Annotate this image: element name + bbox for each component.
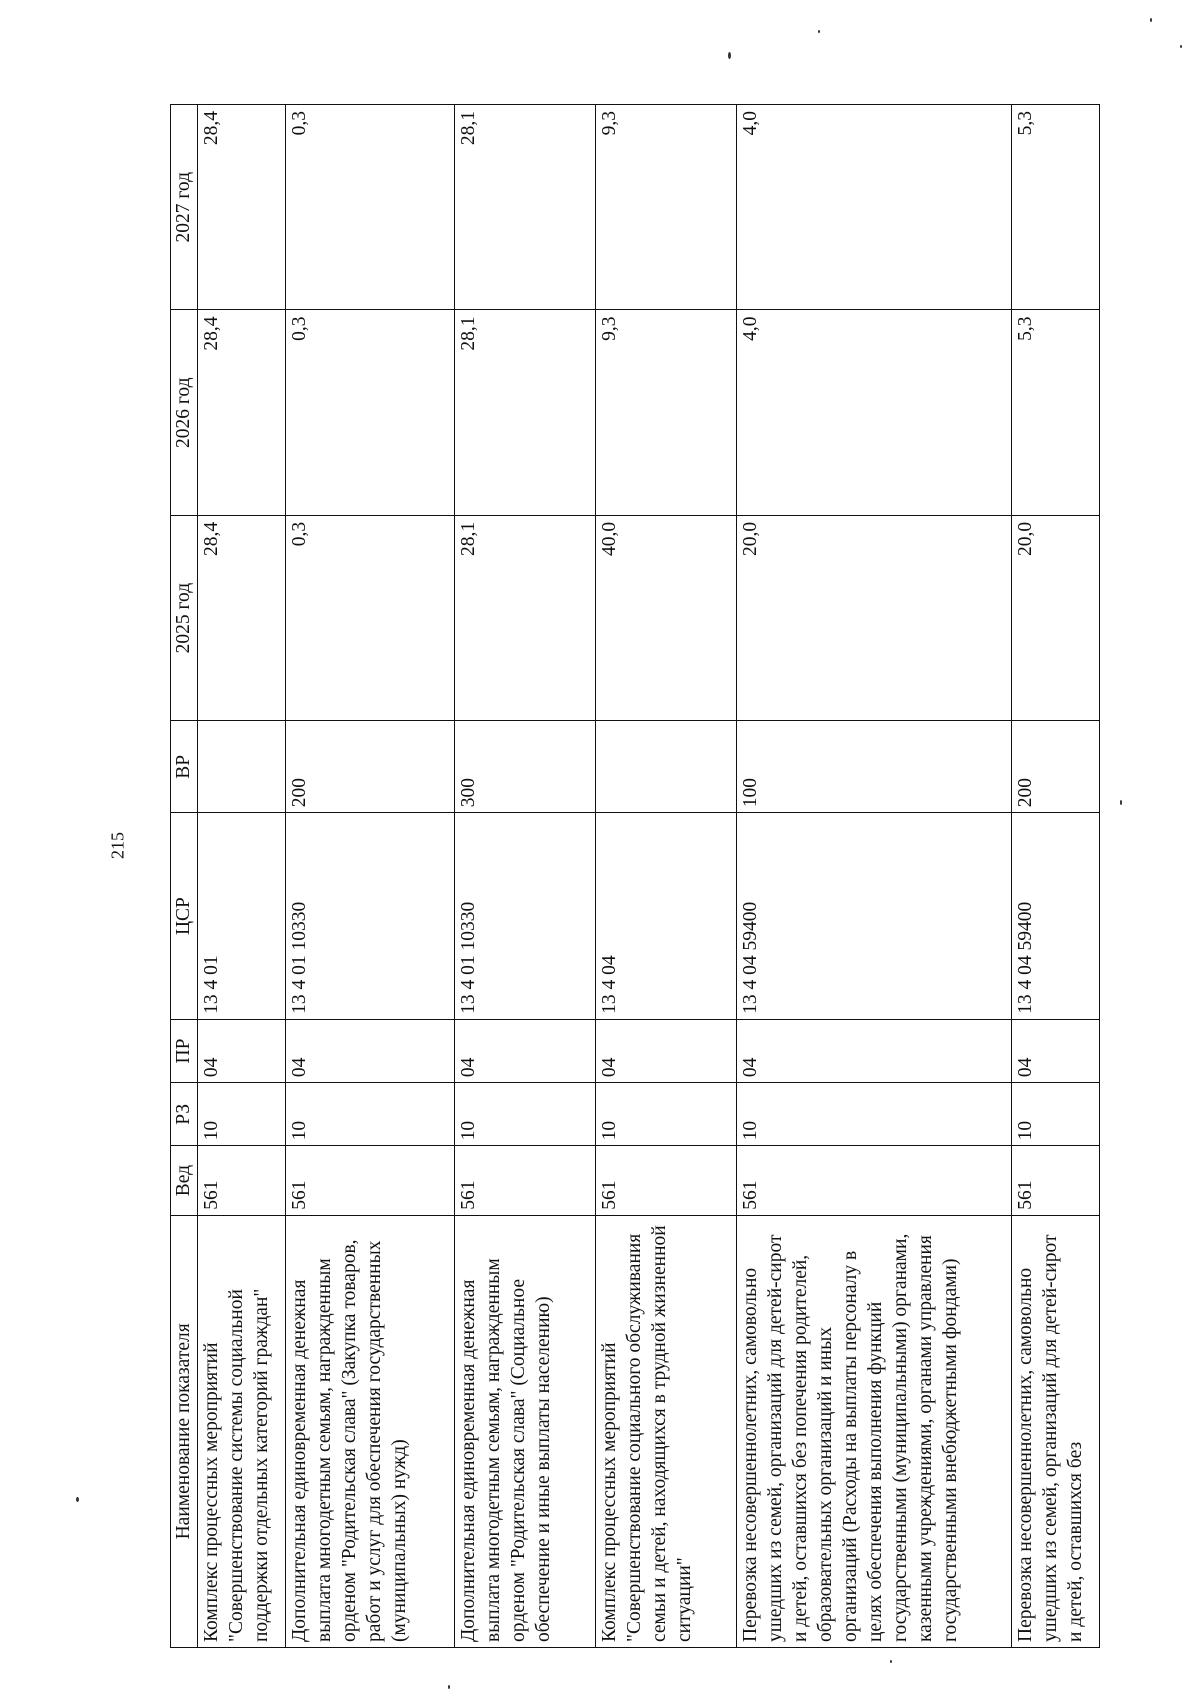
header-name: Наименование показателя: [171, 1215, 198, 1647]
scan-speck: [1150, 18, 1152, 22]
cell-2025: 40,0: [595, 515, 736, 720]
cell-csr: 13 4 01 10330: [286, 813, 455, 1020]
scan-speck: [76, 1497, 79, 1502]
cell-2026: 4,0: [737, 310, 1012, 515]
header-2025: 2025 год: [171, 515, 198, 720]
cell-rz: 10: [198, 1083, 286, 1146]
table-row: [595, 105, 736, 1648]
cell-2026: 28,1: [454, 310, 595, 515]
header-csr: ЦСР: [171, 813, 198, 1020]
cell-csr: 13 4 01 10330: [454, 813, 595, 1020]
cell-name: Комплекс процессных мероприятий "Совершенствование социального обслуживания семьи и детей, находящихся в трудной жизненной ситуации": [595, 1215, 736, 1647]
cell-csr: 13 4 04: [595, 813, 736, 1020]
cell-2025: 28,1: [454, 515, 595, 720]
cell-2025: 0,3: [286, 515, 455, 720]
cell-2026: 9,3: [595, 310, 736, 515]
header-pr: ПР: [171, 1019, 198, 1082]
cell-ved: 561: [286, 1146, 455, 1215]
cell-csr: 13 4 04 59400: [737, 813, 1012, 1020]
cell-2027: 9,3: [595, 105, 736, 311]
header-2027: 2027 год: [171, 105, 198, 311]
table-container: [170, 104, 1100, 1648]
cell-vr: [198, 721, 286, 813]
scan-speck: [1120, 800, 1122, 805]
scan-speck: [448, 1685, 450, 1689]
header-ved: Вед: [171, 1146, 198, 1215]
cell-2027: 5,3: [1011, 105, 1099, 311]
cell-ved: 561: [595, 1146, 736, 1215]
scan-speck: [728, 52, 731, 59]
cell-2026: 0,3: [286, 310, 455, 515]
cell-pr: 04: [737, 1019, 1012, 1082]
cell-ved: 561: [1011, 1146, 1099, 1215]
table-header-row: [171, 105, 198, 1648]
cell-pr: 04: [198, 1019, 286, 1082]
cell-rz: 10: [1011, 1083, 1099, 1146]
cell-rz: 10: [595, 1083, 736, 1146]
table-row: [454, 105, 595, 1648]
cell-name: Дополнительная единовременная денежная выплата многодетным семьям, награжденным орденом "Родительская слава" (Закупка товаров, работ и услуг для обеспечения государственных (муниципальных) нужд): [286, 1215, 455, 1647]
cell-ved: 561: [737, 1146, 1012, 1215]
cell-pr: 04: [454, 1019, 595, 1082]
cell-name: Перевозка несовершеннолетних, самовольно ушедших из семей, организаций для детей-сирот и детей, оставшихся без попечения родителей, образовательных организаций и иных организаций (Расходы на выплаты персоналу в целях обеспечения выполнения функций государственными (муниципальными) органами, казенными учреждениями, органами управления государственными внебюджетными фондами): [737, 1215, 1012, 1647]
cell-pr: 04: [286, 1019, 455, 1082]
table-row: [198, 105, 286, 1648]
cell-2026: 28,4: [198, 310, 286, 515]
cell-vr: 300: [454, 721, 595, 813]
scan-speck: [1180, 45, 1182, 48]
budget-table: [170, 104, 1100, 1648]
cell-rz: 10: [737, 1083, 1012, 1146]
scan-speck: [890, 1660, 892, 1663]
page-number: 215: [107, 832, 128, 859]
table-row: [1011, 105, 1099, 1648]
header-vr: ВР: [171, 721, 198, 813]
cell-pr: 04: [1011, 1019, 1099, 1082]
cell-name: Дополнительная единовременная денежная выплата многодетным семьям, награжденным орденом "Родительская слава" (Социальное обеспечение и иные выплаты населению): [454, 1215, 595, 1647]
cell-csr: 13 4 04 59400: [1011, 813, 1099, 1020]
cell-2025: 28,4: [198, 515, 286, 720]
cell-csr: 13 4 01: [198, 813, 286, 1020]
cell-name: Перевозка несовершеннолетних, самовольно ушедших из семей, организаций для детей-сирот и детей, оставшихся без: [1011, 1215, 1099, 1647]
table-row: [286, 105, 455, 1648]
header-2026: 2026 год: [171, 310, 198, 515]
cell-2026: 5,3: [1011, 310, 1099, 515]
cell-2027: 28,4: [198, 105, 286, 311]
scan-speck: [818, 30, 820, 33]
cell-2027: 0,3: [286, 105, 455, 311]
cell-ved: 561: [198, 1146, 286, 1215]
cell-2027: 4,0: [737, 105, 1012, 311]
cell-rz: 10: [454, 1083, 595, 1146]
cell-pr: 04: [595, 1019, 736, 1082]
cell-vr: 100: [737, 721, 1012, 813]
cell-name: Комплекс процессных мероприятий "Совершенствование системы социальной поддержки отдельных категорий граждан": [198, 1215, 286, 1647]
table-row: [737, 105, 1012, 1648]
cell-rz: 10: [286, 1083, 455, 1146]
cell-2025: 20,0: [1011, 515, 1099, 720]
header-rz: РЗ: [171, 1083, 198, 1146]
cell-2027: 28,1: [454, 105, 595, 311]
cell-2025: 20,0: [737, 515, 1012, 720]
cell-vr: 200: [1011, 721, 1099, 813]
cell-vr: [595, 721, 736, 813]
cell-ved: 561: [454, 1146, 595, 1215]
cell-vr: 200: [286, 721, 455, 813]
